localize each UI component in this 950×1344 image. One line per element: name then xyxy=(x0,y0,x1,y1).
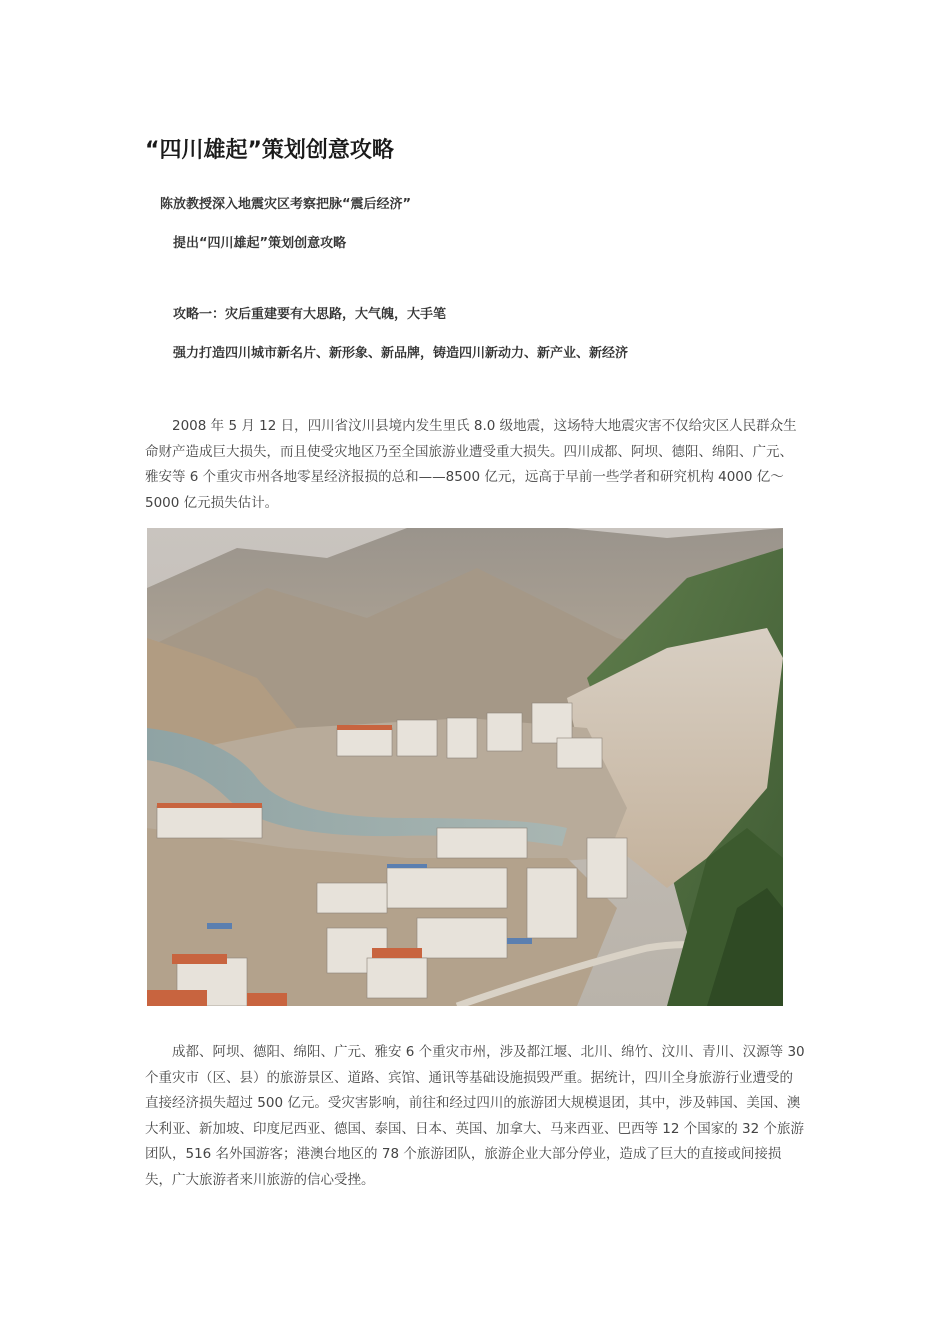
paragraph-losses: 成都、阿坝、德阳、绵阳、广元、雅安 6 个重灾市州，涉及都江堰、北川、绵竹、汶川、青川、汉源等 30 个重灾市（区、县）的旅游景区、道路、宾馆、通讯等基础设施损毁严重。据统计，四川全身旅游行业遭受的直接经济损失超过 500 亿元。受灾害影响，前往和经过四川的旅游团大规模退团，其中，涉及韩国、美国、澳大利亚、新加坡、印度尼西亚、德国、泰国、日本、英国、加拿大、马来西亚、巴西等 12 个国家的 32 个旅游团队，516 名外国游客；港澳台地区的 78 个旅游团队，旅游企业大部分停业，造成了巨大的直接或间接损失，广大旅游者来川旅游的信心受挫。 xyxy=(145,1044,805,1188)
paragraph-intro: 2008 年 5 月 12 日，四川省汶川县境内发生里氏 8.0 级地震，这场特大地震灾害不仅给灾区人民群众生命财产造成巨大损失，而且使受灾地区乃至全国旅游业遭受重大损失。四川成都、阿坝、德阳、绵阳、广元、雅安等 6 个重灾市州各地零星经济报损的总和——8500 亿元，远高于早前一些学者和研究机构 4000 亿～5000 亿元损失估计。 xyxy=(145,418,797,511)
earthquake-town-photo xyxy=(147,528,783,1006)
page-title: “四川雄起”策划创意攻略 xyxy=(145,138,394,163)
strategy-heading: 攻略一：灾后重建要有大思路，大气魄，大手笔 xyxy=(173,307,447,322)
strategy-subheading: 强力打造四川城市新名片、新形象、新品牌，铸造四川新动力、新产业、新经济 xyxy=(173,346,629,361)
subtitle-1: 陈放教授深入地震灾区考察把脉“震后经济” xyxy=(160,197,412,212)
subtitle-2: 提出“四川雄起”策划创意攻略 xyxy=(173,236,347,251)
